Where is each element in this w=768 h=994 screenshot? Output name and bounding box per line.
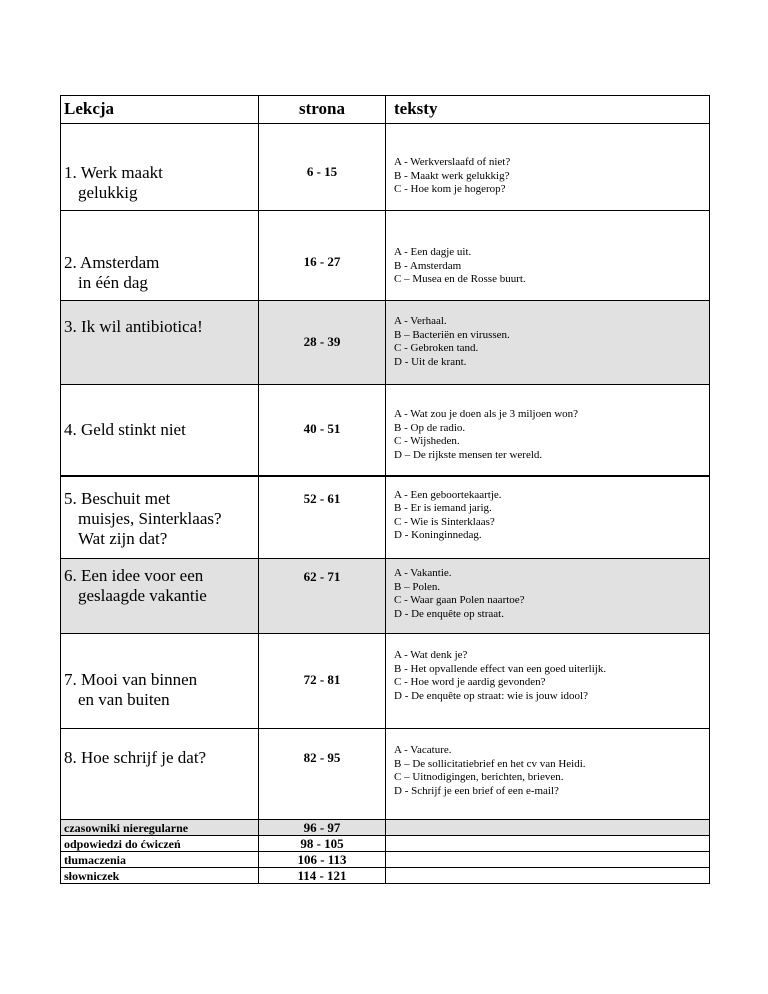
appendix-pages: 114 - 121 xyxy=(259,868,386,884)
lesson-title: 5. Beschuit met muisjes, Sinterklaas? Wat zijn dat? xyxy=(61,476,259,559)
lesson-row xyxy=(61,559,710,634)
appendix-row xyxy=(61,868,710,884)
lesson-texts: A - Verhaal. B – Bacteriën en virussen. C - Gebroken tand. D - Uit de krant. xyxy=(386,301,710,385)
lesson-texts: A - Een geboortekaartje. B - Er is iemand jarig. C - Wie is Sinterklaas? D - Koninginnedag. xyxy=(386,476,710,559)
lesson-title: 8. Hoe schrijf je dat? xyxy=(61,729,259,820)
lesson-title: 4. Geld stinkt niet xyxy=(61,385,259,476)
appendix-name: odpowiedzi do ćwiczeń xyxy=(61,836,259,852)
appendix-name: czasowniki nieregularne xyxy=(61,820,259,836)
appendix-row xyxy=(61,836,710,852)
appendix-pages: 106 - 113 xyxy=(259,852,386,868)
lesson-pages: 28 - 39 xyxy=(259,301,386,385)
appendix-name: tłumaczenia xyxy=(61,852,259,868)
appendix-pages: 98 - 105 xyxy=(259,836,386,852)
appendix-name: słowniczek xyxy=(61,868,259,884)
lesson-texts: A - Vakantie. B – Polen. C - Waar gaan Polen naartoe? D - De enquête op straat. xyxy=(386,559,710,634)
lesson-title: 7. Mooi van binnen en van buiten xyxy=(61,634,259,729)
lesson-pages: 82 - 95 xyxy=(259,729,386,820)
header-pages: strona xyxy=(259,96,386,124)
lesson-texts: A - Een dagje uit. B - Amsterdam C – Musea en de Rosse buurt. xyxy=(386,211,710,301)
lesson-title: 3. Ik wil antibiotica! xyxy=(61,301,259,385)
lesson-pages: 62 - 71 xyxy=(259,559,386,634)
lesson-title: 6. Een idee voor een geslaagde vakantie xyxy=(61,559,259,634)
appendix-pages: 96 - 97 xyxy=(259,820,386,836)
lesson-title: 2. Amsterdam in één dag xyxy=(61,211,259,301)
appendix-row xyxy=(61,852,710,868)
contents-table xyxy=(60,95,710,884)
lesson-pages: 40 - 51 xyxy=(259,385,386,476)
lesson-row xyxy=(61,634,710,729)
lesson-pages: 6 - 15 xyxy=(259,124,386,211)
lesson-texts: A - Werkverslaafd of niet? B - Maakt werk gelukkig? C - Hoe kom je hogerop? xyxy=(386,124,710,211)
lesson-row xyxy=(61,729,710,820)
header-lesson: Lekcja xyxy=(61,96,259,124)
header-texts: teksty xyxy=(386,96,710,124)
lesson-texts: A - Wat zou je doen als je 3 miljoen won? B - Op de radio. C - Wijsheden. D – De rijkste mensen ter wereld. xyxy=(386,385,710,476)
lesson-pages: 52 - 61 xyxy=(259,476,386,559)
lesson-row xyxy=(61,476,710,559)
lesson-row xyxy=(61,124,710,211)
lesson-row xyxy=(61,211,710,301)
lesson-pages: 72 - 81 xyxy=(259,634,386,729)
lesson-texts: A - Wat denk je? B - Het opvallende effect van een goed uiterlijk. C - Hoe word je aardig gevonden? D - De enquête op straat: wie is jouw idool? xyxy=(386,634,710,729)
lesson-row xyxy=(61,385,710,476)
lesson-title: 1. Werk maakt gelukkig xyxy=(61,124,259,211)
appendix-row xyxy=(61,820,710,836)
lesson-row xyxy=(61,301,710,385)
header-row xyxy=(61,96,710,124)
lesson-texts: A - Vacature. B – De sollicitatiebrief en het cv van Heidi. C – Uitnodigingen, berichten, brieven. D - Schrijf je een brief of een e-mail? xyxy=(386,729,710,820)
lesson-pages: 16 - 27 xyxy=(259,211,386,301)
